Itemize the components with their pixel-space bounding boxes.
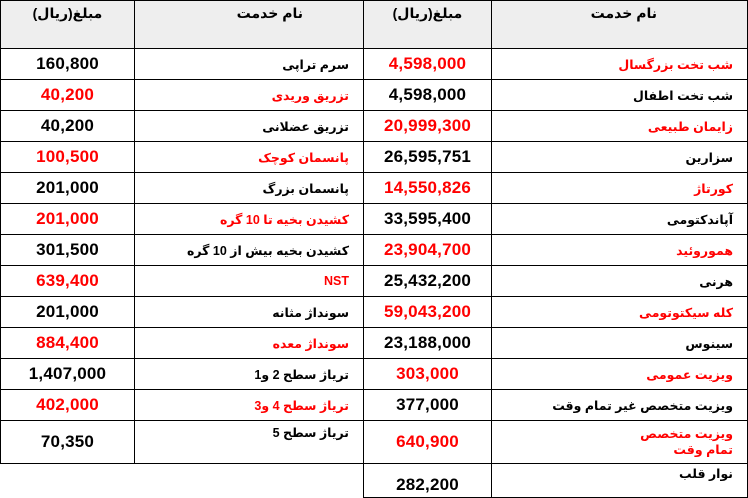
service-name-cell: سینوس (492, 328, 748, 359)
service-name-cell: تریاژ سطح 4 و3 (135, 390, 364, 421)
price-cell: 884,400 (1, 328, 135, 359)
service-name-cell (492, 421, 748, 464)
table-row (1, 235, 364, 266)
price-cell: 14,550,826 (364, 173, 492, 204)
price-cell: 201,000 (1, 173, 135, 204)
table-row (1, 359, 364, 390)
price-cell: 377,000 (364, 390, 492, 421)
table-row (364, 142, 748, 173)
price-cell: 301,500 (1, 235, 135, 266)
price-cell: 33,595,400 (364, 204, 492, 235)
price-cell: 640,900 (364, 421, 492, 464)
service-name-cell: ویزیت عمومی (492, 359, 748, 390)
price-cell: 160,800 (1, 49, 135, 80)
price-cell: 100,500 (1, 142, 135, 173)
service-name-cell: سرم تراپی (135, 49, 364, 80)
price-cell: 23,904,700 (364, 235, 492, 266)
price-cell: 4,598,000 (364, 80, 492, 111)
table-row (364, 390, 748, 421)
table-row (364, 235, 748, 266)
table-row (1, 390, 364, 421)
table-row (1, 328, 364, 359)
table-row (364, 111, 748, 142)
service-name-cell: کله سیکتوتومی (492, 297, 748, 328)
price-cell: 23,188,000 (364, 328, 492, 359)
table-row (364, 266, 748, 297)
price-cell: 282,200 (364, 464, 492, 498)
table-row (364, 359, 748, 390)
service-name-cell: هرنی (492, 266, 748, 297)
service-name-cell: آپاندکتومی (492, 204, 748, 235)
table-row (364, 173, 748, 204)
price-cell: 1,407,000 (1, 359, 135, 390)
table-header-row (1, 1, 364, 49)
service-name-cell: سونداژ معده (135, 328, 364, 359)
table-header-row (364, 1, 748, 49)
table-row (1, 266, 364, 297)
amount-column-header: مبلغ(ریال) (1, 1, 135, 49)
service-name-cell: سونداژ مثانه (135, 297, 364, 328)
service-name-cell: ویزیت متخصص غیر تمام وقت (492, 390, 748, 421)
table-row (1, 297, 364, 328)
price-cell: 303,000 (364, 359, 492, 390)
left-price-table (0, 0, 364, 464)
service-name-cell: پانسمان کوچک (135, 142, 364, 173)
table-row (364, 421, 748, 464)
service-name-cell: تزریق وریدی (135, 80, 364, 111)
table-row (364, 464, 748, 498)
service-name-cell: نوار قلب (492, 464, 748, 498)
service-name-cell: کشیدن بخیه تا 10 گره (135, 204, 364, 235)
service-name-cell: تریاژ سطح 2 و1 (135, 359, 364, 390)
service-name-cell: NST (135, 266, 364, 297)
right-price-table (363, 0, 748, 498)
table-row (1, 142, 364, 173)
price-cell: 26,595,751 (364, 142, 492, 173)
price-cell: 70,350 (1, 421, 135, 464)
service-name-cell: پانسمان بزرگ (135, 173, 364, 204)
table-row (364, 49, 748, 80)
table-row (364, 297, 748, 328)
service-name-cell: کورتاژ (492, 173, 748, 204)
service-name-cell: هموروئید (492, 235, 748, 266)
table-row (1, 111, 364, 142)
table-row (1, 80, 364, 111)
service-name-cell: شب تخت بزرگسال (492, 49, 748, 80)
table-row (364, 204, 748, 235)
service-name-cell: کشیدن بخیه بیش از 10 گره (135, 235, 364, 266)
price-cell: 40,200 (1, 111, 135, 142)
table-row (1, 173, 364, 204)
price-cell: 20,999,300 (364, 111, 492, 142)
service-name-cell: سزارین (492, 142, 748, 173)
price-cell: 4,598,000 (364, 49, 492, 80)
amount-column-header: مبلغ(ریال) (364, 1, 492, 49)
price-cell: 59,043,200 (364, 297, 492, 328)
service-column-header: نام خدمت (135, 1, 364, 49)
service-column-header: نام خدمت (492, 1, 748, 49)
service-name-cell: شب تخت اطفال (492, 80, 748, 111)
service-name-text: ویزیت متخصص تمام وقت (640, 427, 733, 457)
price-cell: 40,200 (1, 80, 135, 111)
table-row (1, 421, 364, 464)
service-name-cell: تریاژ سطح 5 (135, 421, 364, 464)
service-name-cell: زایمان طبیعی (492, 111, 748, 142)
service-name-cell: تزریق عضلانی (135, 111, 364, 142)
price-cell: 201,000 (1, 204, 135, 235)
table-row (1, 49, 364, 80)
table-row (1, 204, 364, 235)
price-cell: 402,000 (1, 390, 135, 421)
table-row (364, 328, 748, 359)
table-row (364, 80, 748, 111)
price-cell: 639,400 (1, 266, 135, 297)
price-cell: 201,000 (1, 297, 135, 328)
price-cell: 25,432,200 (364, 266, 492, 297)
